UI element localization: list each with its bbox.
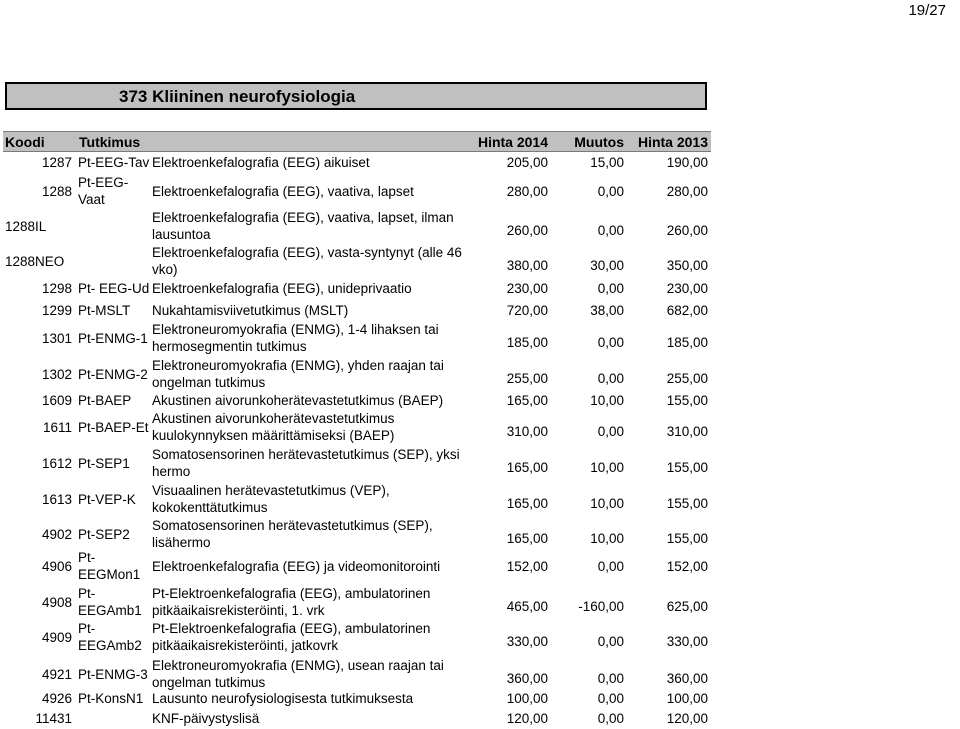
row-description: Elektroneuromyokrafia (ENMG), 1-4 lihaksen tai — [152, 322, 439, 337]
row-price-2013: 255,00 — [666, 370, 708, 386]
row-description: Akustinen aivorunkoherätevastetutkimus (BAEP) — [152, 393, 444, 408]
row-price-2013: 190,00 — [666, 155, 708, 170]
table-row — [0, 357, 720, 391]
row-price-2013: 330,00 — [666, 633, 708, 649]
row-code: 1302 — [41, 366, 72, 382]
row-abbreviation: Pt-SEP2 — [78, 526, 130, 542]
row-change: 0,00 — [597, 711, 624, 726]
row-price-2013: 120,00 — [666, 711, 708, 726]
row-abbreviation: Pt- — [78, 550, 96, 565]
table-row — [0, 392, 720, 409]
row-price-2014: 255,00 — [506, 370, 548, 386]
row-change: 38,00 — [590, 303, 624, 318]
row-price-2014: 230,00 — [506, 281, 548, 296]
row-abbreviation: Pt- — [78, 586, 96, 601]
row-abbreviation: Pt-ENMG-2 — [78, 366, 148, 382]
row-abbreviation: Pt-VEP-K — [78, 491, 136, 507]
table-row — [0, 321, 720, 355]
row-code: 4902 — [41, 526, 72, 542]
row-code: 1288 — [41, 183, 72, 199]
row-price-2014: 100,00 — [506, 691, 548, 706]
row-abbreviation: Pt-BAEP — [78, 393, 132, 408]
row-abbreviation: EEGAmb1 — [78, 603, 142, 618]
row-price-2014: 380,00 — [506, 257, 548, 273]
row-change: 0,00 — [597, 334, 624, 350]
header-price-2014: Hinta 2014 — [477, 134, 548, 150]
table-row — [0, 174, 720, 208]
row-price-2014: 260,00 — [506, 222, 548, 238]
header-change: Muutos — [574, 134, 624, 150]
table-row — [0, 280, 720, 297]
row-description: pitkäaikaisrekisteröinti, jatkovrk — [152, 638, 339, 653]
section-title: 373 Kliininen neurofysiologia — [119, 87, 356, 106]
row-change: 30,00 — [590, 257, 624, 273]
row-abbreviation: Pt-ENMG-3 — [78, 666, 148, 682]
row-description: Pt-Elektroenkefalografia (EEG), ambulatorinen — [152, 621, 431, 636]
row-code: 1288NEO — [5, 253, 65, 269]
row-price-2014: 330,00 — [506, 633, 548, 649]
row-description: Elektroenkefalografia (EEG), vaativa, lapset, ilman — [152, 210, 454, 225]
row-abbreviation: Pt-EEG-Tav — [78, 155, 150, 170]
row-description: hermosegmentin tutkimus — [152, 339, 307, 354]
row-description: kuulokynnyksen määrittämiseksi (BAEP) — [152, 428, 395, 443]
table-row — [0, 585, 720, 619]
row-description: Somatosensorinen herätevastetutkimus (SEP), — [152, 518, 433, 533]
table-row — [0, 302, 720, 319]
row-change: 0,00 — [597, 558, 624, 574]
row-price-2014: 152,00 — [506, 558, 548, 574]
row-price-2014: 165,00 — [506, 495, 548, 511]
table-row — [0, 657, 720, 691]
row-change: 0,00 — [597, 281, 624, 296]
table-row — [0, 710, 720, 727]
row-price-2014: 120,00 — [506, 711, 548, 726]
row-description: hermo — [152, 464, 191, 479]
row-description: vko) — [152, 262, 178, 277]
row-abbreviation: Pt-MSLT — [78, 303, 131, 318]
row-description: Elektroneuromyokrafia (ENMG), yhden raajan tai — [152, 358, 444, 373]
row-code: 1299 — [41, 303, 72, 318]
row-code: 1288IL — [5, 218, 47, 234]
row-price-2014: 165,00 — [506, 530, 548, 546]
row-code: 1298 — [41, 281, 72, 296]
row-change: 0,00 — [597, 633, 624, 649]
row-description: lisähermo — [152, 535, 211, 550]
header-code: Koodi — [5, 134, 45, 150]
page-number: 19/27 — [908, 2, 946, 19]
row-description: ongelman tutkimus — [152, 375, 266, 390]
table-row — [0, 549, 720, 583]
row-price-2013: 280,00 — [666, 183, 708, 199]
row-code: 1609 — [41, 393, 72, 408]
row-description: Elektroenkefalografia (EEG) ja videomonitorointi — [152, 558, 441, 574]
row-abbreviation: EEGAmb2 — [78, 638, 142, 653]
row-abbreviation: Pt-ENMG-1 — [78, 330, 148, 346]
row-code: 1301 — [41, 330, 72, 346]
table-row — [0, 482, 720, 516]
row-description: Akustinen aivorunkoherätevastetutkimus — [152, 411, 395, 426]
row-code: 1613 — [41, 491, 72, 507]
row-description: Somatosensorinen herätevastetutkimus (SEP), yksi — [152, 447, 460, 462]
table-row — [0, 690, 720, 707]
row-description: Pt-Elektroenkefalografia (EEG), ambulatorinen — [152, 586, 431, 601]
row-code: 4906 — [41, 558, 72, 574]
header-price-2013: Hinta 2013 — [637, 134, 708, 150]
table-row — [0, 620, 720, 654]
row-abbreviation: EEGMon1 — [78, 567, 141, 582]
row-abbreviation: Pt-SEP1 — [78, 455, 130, 471]
table-row — [0, 446, 720, 480]
row-price-2013: 682,00 — [666, 303, 708, 318]
row-code: 4926 — [41, 691, 72, 706]
row-price-2014: 280,00 — [506, 183, 548, 199]
row-abbreviation: Pt- — [78, 621, 96, 636]
row-change: 0,00 — [597, 370, 624, 386]
row-description: KNF-päivystyslisä — [152, 711, 260, 726]
row-change: 10,00 — [590, 459, 624, 475]
row-price-2013: 152,00 — [666, 558, 708, 574]
row-code: 4921 — [41, 666, 72, 682]
row-price-2014: 185,00 — [506, 334, 548, 350]
row-price-2013: 155,00 — [666, 530, 708, 546]
row-price-2013: 260,00 — [666, 222, 708, 238]
row-price-2014: 310,00 — [506, 423, 548, 439]
table-row — [0, 244, 720, 278]
row-price-2014: 165,00 — [506, 459, 548, 475]
row-abbreviation: Vaat — [78, 192, 105, 207]
row-price-2013: 350,00 — [666, 257, 708, 273]
row-description: Elektroenkefalografia (EEG), vasta-syntynyt (alle 46 — [152, 245, 462, 260]
row-code: 1611 — [42, 419, 72, 435]
row-price-2013: 360,00 — [666, 670, 708, 686]
row-price-2013: 230,00 — [666, 281, 708, 296]
row-abbreviation: Pt- EEG-Ud — [78, 281, 150, 296]
row-price-2013: 625,00 — [666, 598, 708, 614]
row-change: 10,00 — [590, 495, 624, 511]
row-price-2014: 720,00 — [506, 303, 548, 318]
row-description: Lausunto neurofysiologisesta tutkimuksesta — [152, 691, 414, 706]
table-row — [0, 410, 720, 444]
table-row — [0, 154, 720, 171]
row-price-2014: 165,00 — [506, 393, 548, 408]
row-price-2013: 310,00 — [666, 423, 708, 439]
row-code: 1287 — [41, 155, 72, 170]
row-abbreviation: Pt-KonsN1 — [78, 691, 144, 706]
row-price-2014: 205,00 — [506, 155, 548, 170]
header-test: Tutkimus — [79, 134, 141, 150]
row-code: 1612 — [41, 455, 72, 471]
row-change: 0,00 — [597, 183, 624, 199]
row-description: Elektroneuromyokrafia (ENMG), usean raajan tai — [152, 658, 444, 673]
row-change: 0,00 — [597, 423, 624, 439]
table-row — [0, 517, 720, 551]
row-description: Elektroenkefalografia (EEG) aikuiset — [152, 155, 370, 170]
row-change: 10,00 — [590, 530, 624, 546]
row-description: Elektroenkefalografia (EEG), unideprivaatio — [152, 281, 412, 296]
row-price-2013: 155,00 — [666, 459, 708, 475]
row-price-2013: 100,00 — [666, 691, 708, 706]
row-price-2013: 155,00 — [666, 393, 708, 408]
row-change: 0,00 — [597, 691, 624, 706]
row-price-2014: 360,00 — [506, 670, 548, 686]
row-description: ongelman tutkimus — [152, 675, 266, 690]
row-change: 10,00 — [590, 393, 624, 408]
row-change: 0,00 — [597, 670, 624, 686]
section-title-box — [5, 82, 707, 110]
row-price-2013: 155,00 — [666, 495, 708, 511]
row-change: -160,00 — [578, 598, 624, 614]
row-abbreviation: Pt-EEG- — [78, 175, 129, 190]
row-code: 4908 — [41, 594, 72, 610]
table-row — [0, 209, 720, 243]
row-description: kokokenttätutkimus — [152, 500, 268, 515]
row-code: 11431 — [35, 711, 72, 726]
row-description: pitkäaikaisrekisteröinti, 1. vrk — [152, 603, 325, 618]
row-abbreviation: Pt-BAEP-Et — [78, 419, 149, 435]
row-description: lausuntoa — [152, 227, 211, 242]
row-description: Nukahtamisviivetutkimus (MSLT) — [152, 303, 349, 318]
row-description: Visuaalinen herätevastetutkimus (VEP), — [152, 483, 390, 498]
row-code: 4909 — [41, 629, 72, 645]
row-price-2013: 185,00 — [666, 334, 708, 350]
row-description: Elektroenkefalografia (EEG), vaativa, lapset — [152, 183, 414, 199]
row-change: 0,00 — [597, 222, 624, 238]
row-change: 15,00 — [590, 155, 624, 170]
row-price-2014: 465,00 — [506, 598, 548, 614]
